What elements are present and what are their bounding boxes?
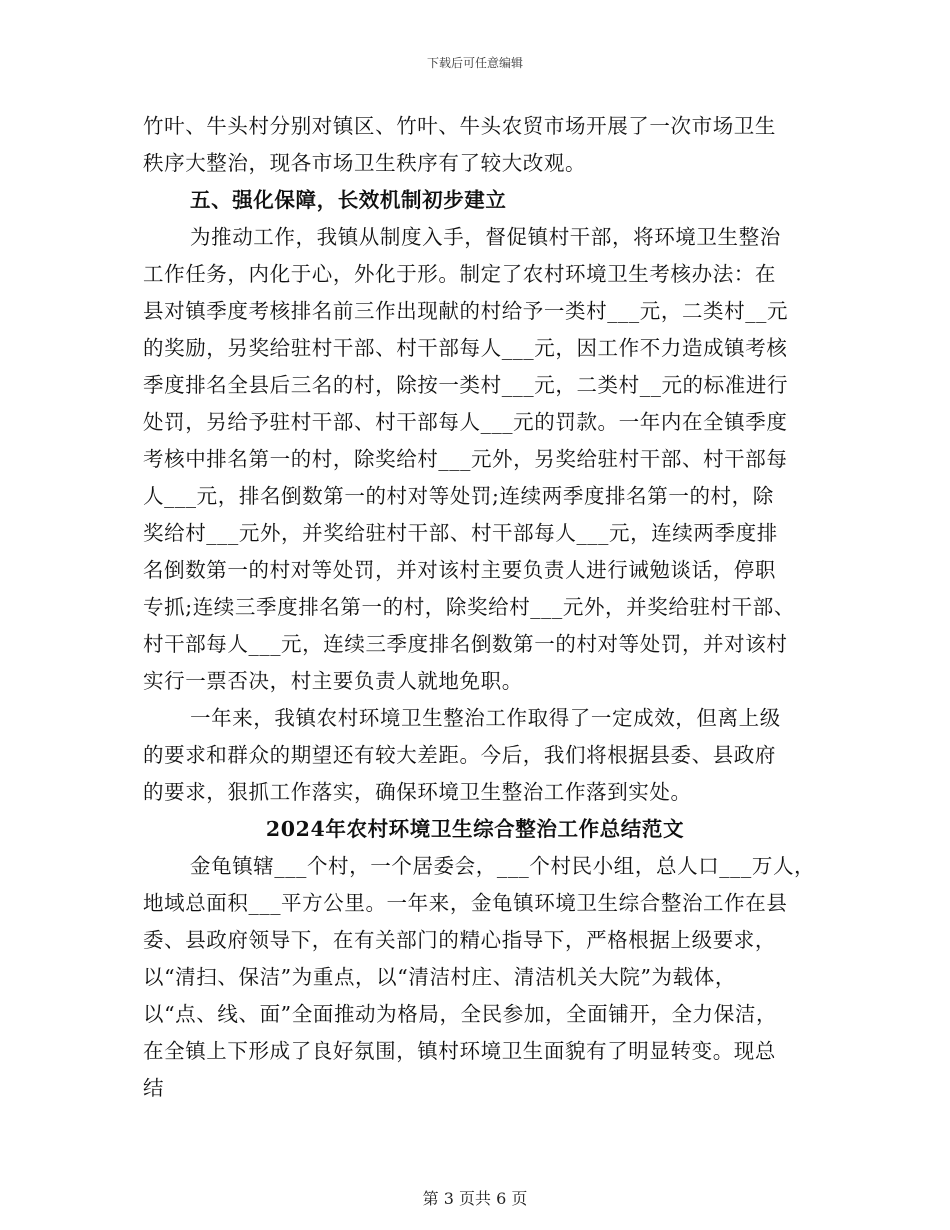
text-line: 工作任务，内化于心，外化于形。制定了农村环境卫生考核办法：在 xyxy=(143,262,776,286)
text-line: 地域总面积___平方公里。一年来，金龟镇环境卫生综合整治工作在县 xyxy=(143,891,788,915)
text-line: 的要求，狠抓工作落实，确保环境卫生整治工作落到实处。 xyxy=(143,780,692,804)
text-line: 结 xyxy=(143,1076,165,1100)
text-line: 在全镇上下形成了良好氛围，镇村环境卫生面貌有了明显转变。现总 xyxy=(143,1039,776,1063)
text-line: 以“清扫、保洁”为重点，以“清洁村庄、清洁机关大院”为载体， xyxy=(143,965,736,989)
paragraph-start: 为推动工作，我镇从制度入手，督促镇村干部，将环境卫生整治 xyxy=(190,225,781,249)
text-line: 专抓;连续三季度排名第一的村，除奖给村___元外，并奖给驻村干部、 xyxy=(143,595,795,619)
text-line: 秩序大整治，现各市场卫生秩序有了较大改观。 xyxy=(143,151,587,175)
page-header: 下载后可任意编辑 xyxy=(426,56,523,70)
text-line: 委、县政府领导下，在有关部门的精心指导下，严格根据上级要求， xyxy=(143,928,776,952)
text-line: 奖给村___元外，并奖给驻村干部、村干部每人___元，连续两季度排 xyxy=(143,521,778,545)
page-footer: 第 3 页共 6 页 xyxy=(422,1189,528,1208)
text-line: 的奖励，另奖给驻村干部、村干部每人___元，因工作不力造成镇考核 xyxy=(143,336,788,360)
text-line: 名倒数第一的村对等处罚，并对该村主要负责人进行诫勉谈话，停职 xyxy=(143,558,776,582)
text-line: 考核中排名第一的村，除奖给村___元外，另奖给驻村干部、村干部每 xyxy=(143,447,788,471)
text-line: 村干部每人___元，连续三季度排名倒数第一的村对等处罚，并对该村 xyxy=(143,632,788,656)
text-line: 实行一票否决，村主要负责人就地免职。 xyxy=(143,669,523,693)
paragraph-start: 一年来，我镇农村环境卫生整治工作取得了一定成效，但离上级 xyxy=(190,706,781,730)
text-line: 处罚，另给予驻村干部、村干部每人___元的罚款。一年内在全镇季度 xyxy=(143,410,788,434)
text-line: 人___元，排名倒数第一的村对等处罚;连续两季度排名第一的村，除 xyxy=(143,484,774,508)
section-heading: 五、强化保障，长效机制初步建立 xyxy=(190,188,507,212)
text-line: 竹叶、牛头村分别对镇区、竹叶、牛头农贸市场开展了一次市场卫生 xyxy=(143,114,776,138)
text-line: 季度排名全县后三名的村，除按一类村___元，二类村__元的标准进行 xyxy=(143,373,789,397)
paragraph-start: 金龟镇辖___个村，一个居委会，___个村民小组，总人口___万人， xyxy=(190,854,816,878)
text-line: 以“点、线、面”全面推动为格局，全民参加，全面铺开，全力保洁， xyxy=(143,1002,778,1026)
document-title: 2024年农村环境卫生综合整治工作总结范文 xyxy=(265,817,685,841)
text-line: 县对镇季度考核排名前三作出现献的村给予一类村___元，二类村__元 xyxy=(143,299,789,323)
text-line: 的要求和群众的期望还有较大差距。今后，我们将根据县委、县政府 xyxy=(143,743,776,767)
